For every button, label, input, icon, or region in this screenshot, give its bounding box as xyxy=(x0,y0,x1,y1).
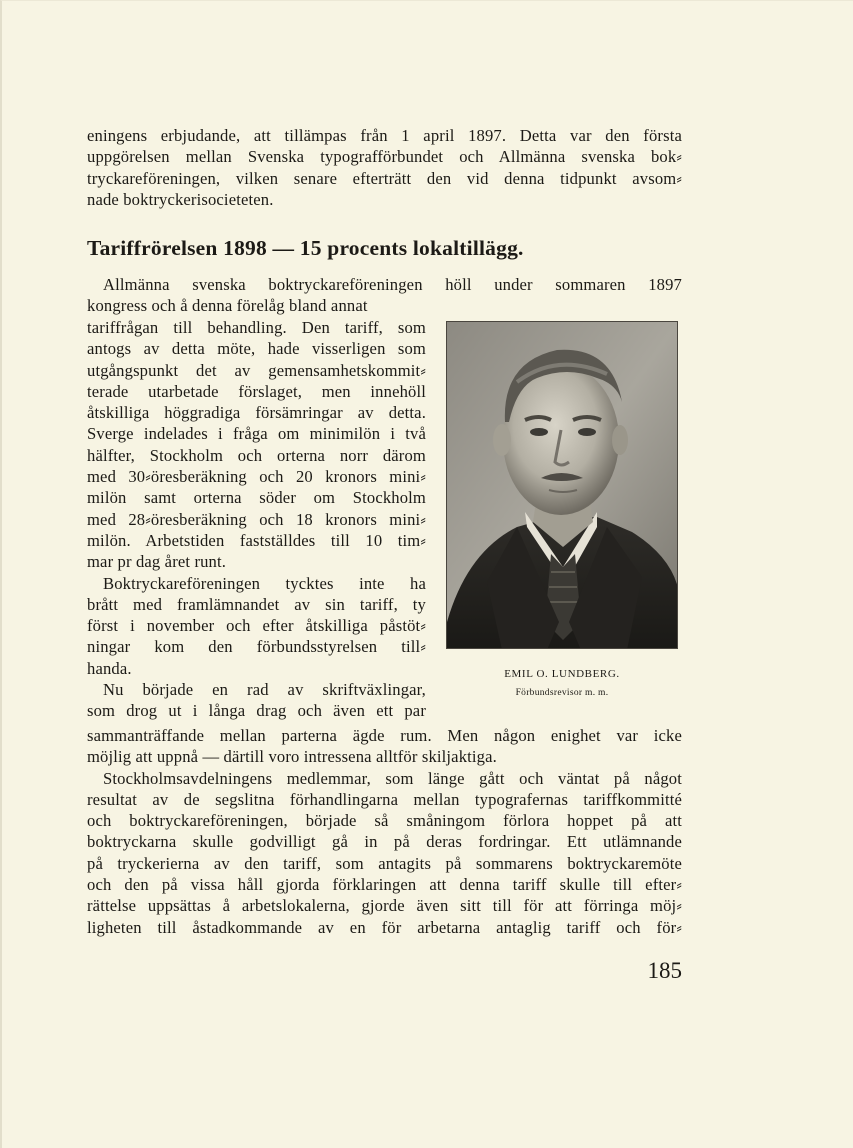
text-line: mar pr dag året runt. xyxy=(87,552,227,572)
text-line: och boktryckareföreningen, började så småningom förlora hoppet på att xyxy=(87,811,682,831)
text-line: som drog ut i långa drag och även ett par xyxy=(87,701,426,721)
text-line: Boktryckareföreningen tycktes inte ha xyxy=(103,573,426,593)
text-line: boktryckarna skulle godvilligt gå in på deras fordringar. Ett utlämnande xyxy=(87,832,682,852)
page-number: 185 xyxy=(647,958,682,983)
text-line: Sverge indelades i fråga om minimilön i två xyxy=(87,424,426,444)
portrait-photo xyxy=(446,321,678,649)
text-line: Allmänna svenska boktryckareföreningen höll under sommaren 1897 xyxy=(103,275,682,294)
text-line: brått med framlämnandet av sin tariff, ty xyxy=(87,594,426,614)
text-line: åtskilliga höggradiga försämringar av detta. xyxy=(87,403,426,423)
text-line: Nu började en rad av skriftväxlingar, xyxy=(103,680,426,700)
text-line: möjlig att uppnå — därtill voro intressena alltför skiljaktiga. xyxy=(87,747,497,767)
text-line: kongress och å denna förelåg bland annat xyxy=(87,296,368,316)
text-line: eningens erbjudande, att tillämpas från 1 april 1897. Detta var den första xyxy=(87,126,682,145)
text-line: milön samt orterna söder om Stockholm xyxy=(87,488,426,508)
portrait-illustration xyxy=(447,322,678,649)
text-line: resultat av de segslitna förhandlingarna mellan typografernas tariffkommitté xyxy=(87,789,682,809)
paragraph-intro xyxy=(87,274,682,317)
text-line: uppgörelsen mellan Svenska typografförbundet och Allmänna svenska bok⸗ xyxy=(87,147,682,167)
text-line: med 30⸗öresberäkning och 20 kronors mini⸗ xyxy=(87,467,426,487)
text-line: sammanträffande mellan parterna ägde rum. Men någon enighet var icke xyxy=(87,726,682,745)
section-heading: Tariffrörelsen 1898 — 15 procents lokaltillägg. xyxy=(87,236,524,260)
text-line: antogs av detta möte, hade visserligen som xyxy=(87,339,426,359)
closing-paragraphs xyxy=(87,725,682,938)
narrow-column-text xyxy=(87,317,426,722)
text-line: utgångspunkt det av gemensamhetskommit⸗ xyxy=(87,360,426,380)
text-line: rättelse uppsättas å arbetslokalerna, gjorde även sitt till för att förringa möj⸗ xyxy=(87,896,682,916)
text-line: ningar kom den förbundsstyrelsen till⸗ xyxy=(87,637,426,657)
text-line: milön. Arbetstiden fastställdes till 10 tim⸗ xyxy=(87,530,426,550)
text-line: terade utarbetade förslaget, men innehöll xyxy=(87,381,426,401)
text-line: ligheten till åstadkommande av en för arbetarna antaglig tariff och för⸗ xyxy=(87,917,682,937)
text-line: hälfter, Stockholm och orterna norr därom xyxy=(87,445,426,465)
text-line: Stockholmsavdelningens medlemmar, som länge gått och väntat på något xyxy=(103,768,682,788)
text-line: tariffrågan till behandling. Den tariff, som xyxy=(87,318,426,337)
text-line: på tryckerierna av den tariff, som antagits på sommarens boktryckaremöte xyxy=(87,853,682,873)
opening-paragraph xyxy=(87,125,682,210)
text-line: tryckareföreningen, vilken senare efterträtt den vid denna tidpunkt avsom⸗ xyxy=(87,168,682,188)
text-line: med 28⸗öresberäkning och 18 kronors mini⸗ xyxy=(87,509,426,529)
text-line: först i november och efter åtskilliga påstöt⸗ xyxy=(87,616,426,636)
photo-caption-name: EMIL O. LUNDBERG. xyxy=(504,668,620,680)
text-line: och den på vissa håll gjorda förklaringen att denna tariff skulle till efter⸗ xyxy=(87,875,682,895)
text-line: handa. xyxy=(87,658,132,678)
text-line: nade boktryckerisocieteten. xyxy=(87,189,274,209)
photo-caption-role: Förbundsrevisor m. m. xyxy=(515,688,609,698)
